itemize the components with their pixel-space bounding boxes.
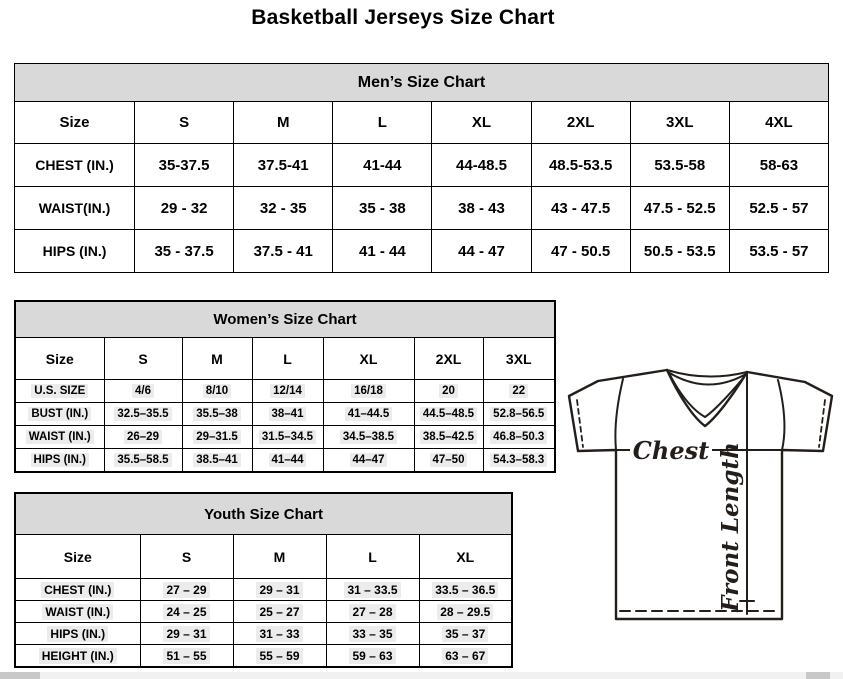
size-cell: 38 - 43 <box>432 187 531 230</box>
horizontal-scrollbar-thumb-right[interactable] <box>806 672 830 679</box>
size-cell: 35-37.5 <box>135 144 234 187</box>
column-header: 3XL <box>483 338 555 380</box>
column-header: L <box>326 535 419 579</box>
chest-label: Chest <box>632 436 710 465</box>
column-header: XL <box>432 102 531 144</box>
size-cell: 63 – 67 <box>419 645 512 668</box>
column-header: XL <box>323 338 414 380</box>
column-header: M <box>233 535 326 579</box>
size-cell: 32 - 35 <box>234 187 333 230</box>
column-header: S <box>104 338 182 380</box>
size-cell: 27 – 28 <box>326 601 419 623</box>
size-cell: 51 – 55 <box>140 645 233 668</box>
size-cell: 59 – 63 <box>326 645 419 668</box>
size-cell: 47.5 - 52.5 <box>630 187 729 230</box>
size-cell: 41–44 <box>252 449 323 473</box>
size-cell: 58-63 <box>729 144 828 187</box>
size-cell: 52.5 - 57 <box>729 187 828 230</box>
size-cell: 33 – 35 <box>326 623 419 645</box>
size-cell: 28 – 29.5 <box>419 601 512 623</box>
front-length-label: Front Length <box>717 442 744 612</box>
size-cell: 41 - 44 <box>333 230 432 273</box>
size-cell: 37.5 - 41 <box>234 230 333 273</box>
column-header: S <box>135 102 234 144</box>
size-cell: 35 – 37 <box>419 623 512 645</box>
size-cell: 8/10 <box>182 380 252 403</box>
left-armhole-seam <box>615 379 623 450</box>
column-header: 2XL <box>531 102 630 144</box>
womens-size-table <box>14 300 556 473</box>
mens-size-table <box>14 63 829 273</box>
row-label: U.S. SIZE <box>15 380 104 403</box>
size-cell: 29 - 32 <box>135 187 234 230</box>
size-cell: 31 – 33 <box>233 623 326 645</box>
size-cell: 50.5 - 53.5 <box>630 230 729 273</box>
horizontal-scrollbar-track[interactable] <box>0 672 843 679</box>
size-cell: 31 – 33.5 <box>326 579 419 601</box>
size-cell: 55 – 59 <box>233 645 326 668</box>
size-cell: 16/18 <box>323 380 414 403</box>
size-cell: 38.5–41 <box>182 449 252 473</box>
column-header: M <box>234 102 333 144</box>
size-cell: 53.5-58 <box>630 144 729 187</box>
column-header: M <box>182 338 252 380</box>
mens-table-title: Men’s Size Chart <box>15 64 829 102</box>
size-cell: 47 - 50.5 <box>531 230 630 273</box>
row-label: HIPS (IN.) <box>15 230 135 273</box>
row-label: HEIGHT (IN.) <box>15 645 140 668</box>
size-cell: 52.8–56.5 <box>483 403 555 426</box>
size-cell: 37.5-41 <box>234 144 333 187</box>
size-cell: 54.3–58.3 <box>483 449 555 473</box>
page-title: Basketball Jerseys Size Chart <box>251 6 555 29</box>
left-cuff-dashed-line <box>577 400 583 447</box>
size-cell: 29 – 31 <box>140 623 233 645</box>
size-cell: 41-44 <box>333 144 432 187</box>
size-cell: 35.5–58.5 <box>104 449 182 473</box>
row-label: HIPS (IN.) <box>15 449 104 473</box>
row-label: CHEST (IN.) <box>15 144 135 187</box>
size-cell: 34.5–38.5 <box>323 426 414 449</box>
size-cell: 4/6 <box>104 380 182 403</box>
youth-size-table <box>14 492 513 668</box>
column-header: Size <box>15 338 104 380</box>
size-cell: 26–29 <box>104 426 182 449</box>
row-label: WAIST (IN.) <box>15 601 140 623</box>
size-cell: 27 – 29 <box>140 579 233 601</box>
size-cell: 32.5–35.5 <box>104 403 182 426</box>
row-label: WAIST(IN.) <box>15 187 135 230</box>
size-cell: 12/14 <box>252 380 323 403</box>
column-header: 3XL <box>630 102 729 144</box>
size-cell: 29 – 31 <box>233 579 326 601</box>
right-armhole-seam <box>778 380 785 450</box>
column-header: Size <box>15 102 135 144</box>
jersey-measurement-diagram <box>566 362 836 624</box>
size-cell: 24 – 25 <box>140 601 233 623</box>
size-cell: 35.5–38 <box>182 403 252 426</box>
column-header: Size <box>15 535 140 579</box>
row-label: HIPS (IN.) <box>15 623 140 645</box>
size-cell: 47–50 <box>414 449 483 473</box>
column-header: XL <box>419 535 512 579</box>
size-cell: 44-48.5 <box>432 144 531 187</box>
back-collar-arc-1 <box>667 370 747 377</box>
size-cell: 35 - 37.5 <box>135 230 234 273</box>
row-label: CHEST (IN.) <box>15 579 140 601</box>
jersey-diagram-svg <box>566 362 836 624</box>
size-cell: 35 - 38 <box>333 187 432 230</box>
size-cell: 48.5-53.5 <box>531 144 630 187</box>
size-cell: 53.5 - 57 <box>729 230 828 273</box>
horizontal-scrollbar-thumb-left[interactable] <box>0 672 40 679</box>
column-header: L <box>333 102 432 144</box>
size-cell: 44 - 47 <box>432 230 531 273</box>
row-label: WAIST (IN.) <box>15 426 104 449</box>
size-cell: 38–41 <box>252 403 323 426</box>
jersey-outline <box>569 370 832 619</box>
size-cell: 46.8–50.3 <box>483 426 555 449</box>
size-cell: 31.5–34.5 <box>252 426 323 449</box>
size-cell: 25 – 27 <box>233 601 326 623</box>
column-header: L <box>252 338 323 380</box>
row-label: BUST (IN.) <box>15 403 104 426</box>
size-cell: 41–44.5 <box>323 403 414 426</box>
youth-table-title: Youth Size Chart <box>15 493 512 535</box>
column-header: 4XL <box>729 102 828 144</box>
size-cell: 22 <box>483 380 555 403</box>
size-cell: 29–31.5 <box>182 426 252 449</box>
womens-table-title: Women’s Size Chart <box>15 301 555 338</box>
size-cell: 44–47 <box>323 449 414 473</box>
column-header: 2XL <box>414 338 483 380</box>
size-cell: 20 <box>414 380 483 403</box>
size-cell: 44.5–48.5 <box>414 403 483 426</box>
size-cell: 33.5 – 36.5 <box>419 579 512 601</box>
column-header: S <box>140 535 233 579</box>
size-cell: 38.5–42.5 <box>414 426 483 449</box>
size-cell: 43 - 47.5 <box>531 187 630 230</box>
